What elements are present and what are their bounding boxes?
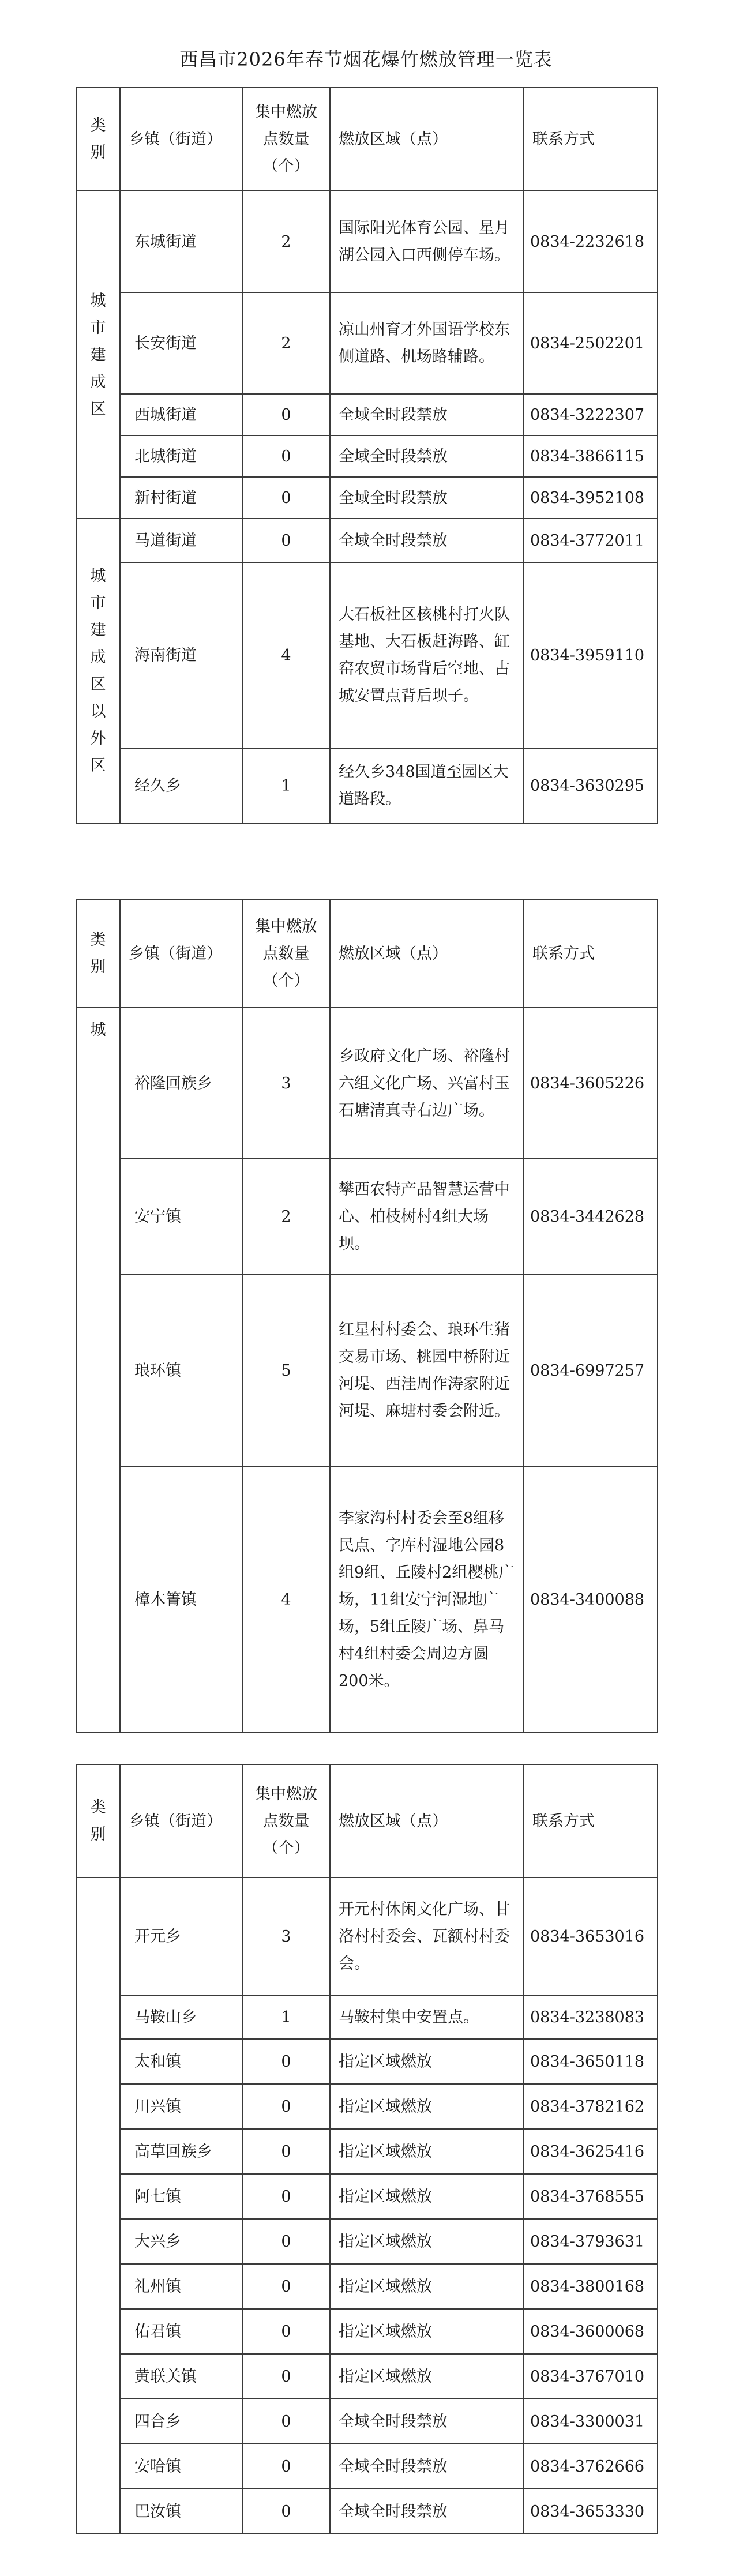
phone-cell: 0834-2502201 <box>524 292 658 394</box>
area-cell: 指定区域燃放 <box>330 2039 524 2084</box>
count-cell: 0 <box>242 435 330 477</box>
header-contact: 联系方式 <box>524 899 658 1008</box>
phone-cell: 0834-3653330 <box>524 2489 658 2534</box>
table-row <box>76 292 658 394</box>
area-cell: 全域全时段禁放 <box>330 2489 524 2534</box>
count-cell: 0 <box>242 2129 330 2174</box>
table-row <box>76 2264 658 2309</box>
town-cell: 川兴镇 <box>120 2084 242 2129</box>
town-cell: 海南街道 <box>120 562 242 748</box>
phone-cell: 0834-3793631 <box>524 2219 658 2264</box>
count-cell: 0 <box>242 2444 330 2489</box>
phone-cell: 0834-3782162 <box>524 2084 658 2129</box>
table-row <box>76 2309 658 2354</box>
count-cell: 0 <box>242 2399 330 2444</box>
table-towns-b <box>76 1764 658 2534</box>
phone-cell: 0834-3605226 <box>524 1008 658 1159</box>
town-cell: 马道街道 <box>120 519 242 562</box>
town-cell: 佑君镇 <box>120 2309 242 2354</box>
town-cell: 大兴乡 <box>120 2219 242 2264</box>
town-cell: 黄联关镇 <box>120 2354 242 2399</box>
table-row <box>76 2399 658 2444</box>
area-cell: 大石板社区核桃村打火队基地、大石板赶海路、缸窑农贸市场背后空地、古城安置点背后坝子。 <box>330 562 524 748</box>
count-cell: 5 <box>242 1274 330 1467</box>
phone-cell: 0834-3800168 <box>524 2264 658 2309</box>
table-row <box>76 477 658 519</box>
area-cell: 开元村休闲文化广场、甘洛村村委会、瓦额村村委会。 <box>330 1877 524 1995</box>
phone-cell: 0834-3600068 <box>524 2309 658 2354</box>
area-cell: 凉山州育才外国语学校东侧道路、机场路辅路。 <box>330 292 524 394</box>
area-cell: 红星村村委会、琅环生猪交易市场、桃园中桥附近河堤、西洼周作涛家附近河堤、麻塘村委会附近。 <box>330 1274 524 1467</box>
phone-cell: 0834-6997257 <box>524 1274 658 1467</box>
phone-cell: 0834-3400088 <box>524 1467 658 1732</box>
table-row <box>76 562 658 748</box>
town-cell: 安哈镇 <box>120 2444 242 2489</box>
town-cell: 阿七镇 <box>120 2174 242 2219</box>
count-cell: 0 <box>242 2219 330 2264</box>
count-cell: 0 <box>242 2309 330 2354</box>
phone-cell: 0834-3238083 <box>524 1995 658 2039</box>
phone-cell: 0834-3768555 <box>524 2174 658 2219</box>
header-category: 类 别 <box>76 87 120 191</box>
table-header-row <box>76 899 658 1008</box>
table-row <box>76 1995 658 2039</box>
header-area: 燃放区域（点） <box>330 87 524 191</box>
count-cell: 3 <box>242 1008 330 1159</box>
table-row <box>76 2129 658 2174</box>
phone-cell: 0834-3222307 <box>524 394 658 435</box>
table-row <box>76 1877 658 1995</box>
phone-cell: 0834-3772011 <box>524 519 658 562</box>
area-cell: 指定区域燃放 <box>330 2219 524 2264</box>
town-cell: 北城街道 <box>120 435 242 477</box>
header-count: 集中燃放 点数量 （个） <box>242 1764 330 1877</box>
category-cell: 城 市 建 成 区 <box>76 191 120 519</box>
header-count: 集中燃放 点数量 （个） <box>242 899 330 1008</box>
town-cell: 巴汝镇 <box>120 2489 242 2534</box>
header-town: 乡镇（街道） <box>120 87 242 191</box>
count-cell: 0 <box>242 519 330 562</box>
count-cell: 4 <box>242 562 330 748</box>
area-cell: 指定区域燃放 <box>330 2354 524 2399</box>
area-cell: 指定区域燃放 <box>330 2129 524 2174</box>
table-row <box>76 1008 658 1159</box>
count-cell: 4 <box>242 1467 330 1732</box>
header-contact: 联系方式 <box>524 87 658 191</box>
table-urban <box>76 87 658 824</box>
town-cell: 高草回族乡 <box>120 2129 242 2174</box>
table-row <box>76 2084 658 2129</box>
area-cell: 全域全时段禁放 <box>330 2444 524 2489</box>
header-contact: 联系方式 <box>524 1764 658 1877</box>
table-row <box>76 2174 658 2219</box>
area-cell: 全域全时段禁放 <box>330 435 524 477</box>
phone-cell: 0834-3959110 <box>524 562 658 748</box>
count-cell: 0 <box>242 394 330 435</box>
count-cell: 0 <box>242 477 330 519</box>
town-cell: 新村街道 <box>120 477 242 519</box>
phone-cell: 0834-3762666 <box>524 2444 658 2489</box>
area-cell: 经久乡348国道至园区大道路段。 <box>330 748 524 823</box>
count-cell: 0 <box>242 2084 330 2129</box>
header-area: 燃放区域（点） <box>330 1764 524 1877</box>
table-row <box>76 1274 658 1467</box>
count-cell: 0 <box>242 2039 330 2084</box>
area-cell: 马鞍村集中安置点。 <box>330 1995 524 2039</box>
phone-cell: 0834-3630295 <box>524 748 658 823</box>
phone-cell: 0834-3300031 <box>524 2399 658 2444</box>
count-cell: 0 <box>242 2354 330 2399</box>
table-row <box>76 2354 658 2399</box>
count-cell: 1 <box>242 748 330 823</box>
table-row <box>76 1467 658 1732</box>
count-cell: 0 <box>242 2264 330 2309</box>
phone-cell: 0834-3653016 <box>524 1877 658 1995</box>
area-cell: 指定区域燃放 <box>330 2309 524 2354</box>
count-cell: 0 <box>242 2174 330 2219</box>
area-cell: 指定区域燃放 <box>330 2264 524 2309</box>
count-cell: 1 <box>242 1995 330 2039</box>
town-cell: 马鞍山乡 <box>120 1995 242 2039</box>
table-row <box>76 2219 658 2264</box>
town-cell: 安宁镇 <box>120 1159 242 1274</box>
header-town: 乡镇（街道） <box>120 1764 242 1877</box>
count-cell: 0 <box>242 2489 330 2534</box>
count-cell: 2 <box>242 191 330 292</box>
area-cell: 指定区域燃放 <box>330 2084 524 2129</box>
count-cell: 3 <box>242 1877 330 1995</box>
phone-cell: 0834-3866115 <box>524 435 658 477</box>
phone-cell: 0834-3650118 <box>524 2039 658 2084</box>
table-header-row <box>76 1764 658 1877</box>
category-cell: 城 市 建 成 区 以 外 区 <box>76 519 120 823</box>
phone-cell: 0834-3625416 <box>524 2129 658 2174</box>
area-cell: 指定区域燃放 <box>330 2174 524 2219</box>
category-cell: 城 <box>76 1008 120 1732</box>
table-row <box>76 2489 658 2534</box>
table-towns-a <box>76 899 658 1733</box>
area-cell: 国际阳光体育公园、星月湖公园入口西侧停车场。 <box>330 191 524 292</box>
phone-cell: 0834-3442628 <box>524 1159 658 1274</box>
header-category: 类 别 <box>76 899 120 1008</box>
town-cell: 太和镇 <box>120 2039 242 2084</box>
area-cell: 全域全时段禁放 <box>330 477 524 519</box>
table-header-row <box>76 87 658 191</box>
count-cell: 2 <box>242 1159 330 1274</box>
category-cell <box>76 1877 120 2534</box>
area-cell: 全域全时段禁放 <box>330 2399 524 2444</box>
town-cell: 西城街道 <box>120 394 242 435</box>
phone-cell: 0834-2232618 <box>524 191 658 292</box>
town-cell: 裕隆回族乡 <box>120 1008 242 1159</box>
header-count: 集中燃放 点数量 （个） <box>242 87 330 191</box>
town-cell: 开元乡 <box>120 1877 242 1995</box>
town-cell: 东城街道 <box>120 191 242 292</box>
area-cell: 攀西农特产品智慧运营中心、柏枝树村4组大场坝。 <box>330 1159 524 1274</box>
town-cell: 琅环镇 <box>120 1274 242 1467</box>
area-cell: 全域全时段禁放 <box>330 519 524 562</box>
phone-cell: 0834-3767010 <box>524 2354 658 2399</box>
count-cell: 2 <box>242 292 330 394</box>
table-row <box>76 435 658 477</box>
phone-cell: 0834-3952108 <box>524 477 658 519</box>
table-row <box>76 1159 658 1274</box>
town-cell: 四合乡 <box>120 2399 242 2444</box>
header-town: 乡镇（街道） <box>120 899 242 1008</box>
town-cell: 经久乡 <box>120 748 242 823</box>
table-row <box>76 2444 658 2489</box>
area-cell: 乡政府文化广场、裕隆村六组文化广场、兴富村玉石塘清真寺右边广场。 <box>330 1008 524 1159</box>
page-title: 西昌市2026年春节烟花爆竹燃放管理一览表 <box>179 48 553 70</box>
header-category: 类 别 <box>76 1764 120 1877</box>
table-row <box>76 191 658 292</box>
table-row <box>76 748 658 823</box>
area-cell: 李家沟村村委会至8组移民点、字库村湿地公园8组9组、丘陵村2组樱桃广场，11组安宁河湿地广场，5组丘陵广场、鼻马村4组村委会周边方圆200米。 <box>330 1467 524 1732</box>
area-cell: 全域全时段禁放 <box>330 394 524 435</box>
table-row <box>76 394 658 435</box>
header-area: 燃放区域（点） <box>330 899 524 1008</box>
town-cell: 长安街道 <box>120 292 242 394</box>
town-cell: 樟木箐镇 <box>120 1467 242 1732</box>
table-row <box>76 2039 658 2084</box>
town-cell: 礼州镇 <box>120 2264 242 2309</box>
table-row <box>76 519 658 562</box>
